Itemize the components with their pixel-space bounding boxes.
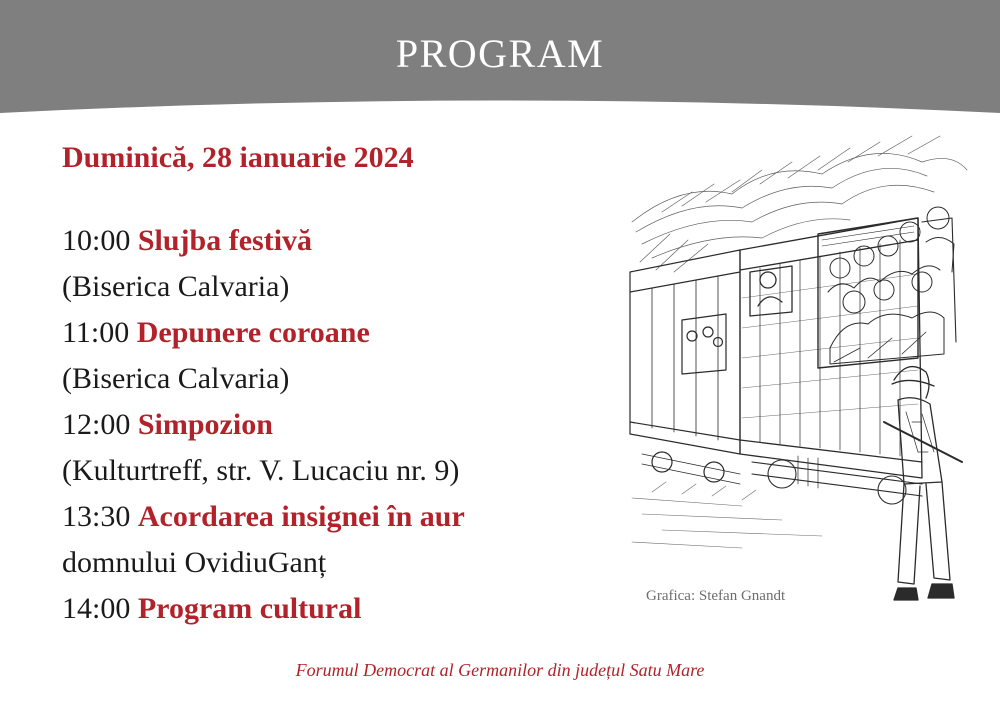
program-item <box>62 494 622 540</box>
program-time: 11:00 <box>62 316 130 349</box>
deportation-train-sketch-icon <box>622 122 970 622</box>
program-title: Depunere coroane <box>136 316 370 349</box>
header-banner <box>0 0 1000 120</box>
footer-organization: Forumul Democrat al Germanilor din județul Satu Mare <box>295 660 705 680</box>
program-time: 13:30 <box>62 500 131 533</box>
program-location <box>62 448 622 494</box>
program-list <box>62 218 622 632</box>
program-title: Program cultural <box>137 592 362 625</box>
program-location-text: (Biserica Calvaria) <box>62 362 290 395</box>
program-location-text: (Kulturtreff, str. V. Lucaciu nr. 9) <box>62 454 460 487</box>
program-location <box>62 356 622 402</box>
program-location <box>62 264 622 310</box>
program-title: Slujba festivă <box>137 224 313 257</box>
program-title: Acordarea insignei în aur <box>137 500 465 533</box>
program-time: 12:00 <box>62 408 131 441</box>
program-location <box>62 540 622 586</box>
page-title: PROGRAM <box>395 31 605 76</box>
event-date: Duminică, 28 ianuarie 2024 <box>62 141 414 174</box>
program-item <box>62 402 622 448</box>
program-location-text: domnului OvidiuGanț <box>62 546 327 579</box>
program-time: 10:00 <box>62 224 131 257</box>
program-time: 14:00 <box>62 592 131 625</box>
program-item <box>62 310 622 356</box>
program-title: Simpozion <box>137 408 273 441</box>
program-location-text: (Biserica Calvaria) <box>62 270 290 303</box>
illustration-credit: Grafica: Stefan Gnandt <box>646 588 786 604</box>
program-item <box>62 586 622 632</box>
program-item <box>62 218 622 264</box>
